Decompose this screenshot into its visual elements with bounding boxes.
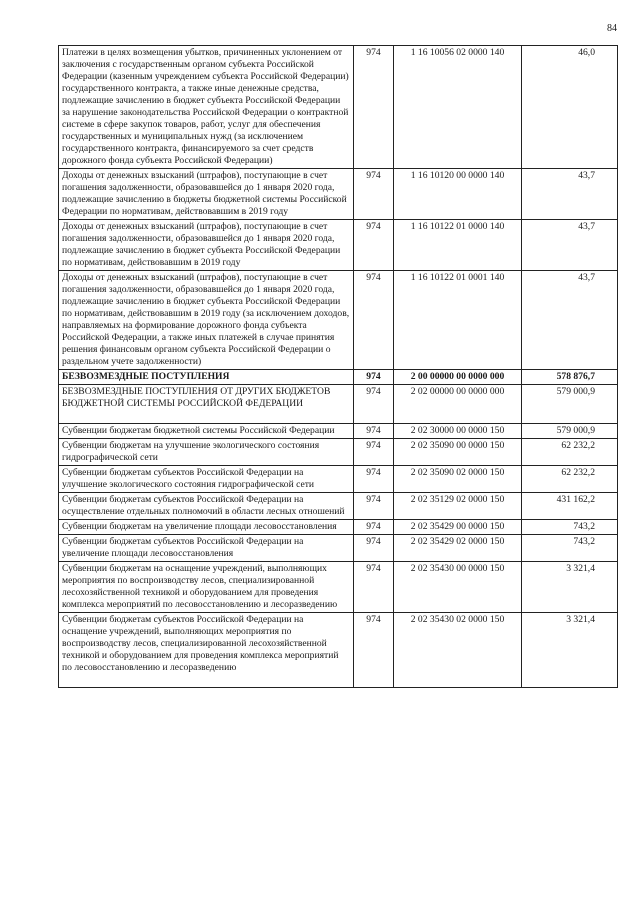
table-row	[59, 562, 618, 613]
admin-code-cell: 974	[354, 385, 394, 424]
revenue-name-cell: Доходы от денежных взысканий (штрафов), поступающие в счет погашения задолженности, образовавшейся до 1 января 2020 года, подлежащие зачислению в бюджет субъекта Российской Федерации по нормативам, действовавшим в 2019 году (за исключением доходов, направляемых на формирование дорожного фонда субъекта Российской Федерации, а также иных платежей в случае принятия решения финансовым органом субъекта Российской Федерации о раздельном учете задолженности)	[59, 271, 354, 370]
page-number: 84	[607, 23, 617, 34]
budget-classification-code-cell: 2 02 30000 00 0000 150	[394, 424, 522, 439]
revenue-name-cell: Субвенции бюджетам на улучшение экологического состояния гидрографической сети	[59, 439, 354, 466]
admin-code-cell: 974	[354, 271, 394, 370]
revenue-name-cell: Субвенции бюджетам бюджетной системы Российской Федерации	[59, 424, 354, 439]
admin-code-cell: 974	[354, 424, 394, 439]
table-row	[59, 613, 618, 688]
budget-classification-code-cell: 2 02 00000 00 0000 000	[394, 385, 522, 424]
revenue-name-cell: Платежи в целях возмещения убытков, причиненных уклонением от заключения с государственным органом субъекта Российской Федерации (казенным учреждением субъекта Российской Федерации) государственного контракта, а также иные денежные средства, подлежащие зачислению в бюджет субъекта Российской Федерации за нарушение законодательства Российской Федерации о контрактной системе в сфере закупок товаров, работ, услуг для обеспечения государственных и муниципальных нужд (за исключением государственного контракта, финансируемого за счет средств дорожного фонда субъекта Российской Федерации)	[59, 46, 354, 169]
table-row	[59, 424, 618, 439]
amount-cell: 62 232,2	[522, 466, 618, 493]
amount-cell: 579 000,9	[522, 385, 618, 424]
revenue-name-cell: БЕЗВОЗМЕЗДНЫЕ ПОСТУПЛЕНИЯ ОТ ДРУГИХ БЮДЖЕТОВ БЮДЖЕТНОЙ СИСТЕМЫ РОССИЙСКОЙ ФЕДЕРАЦИИ	[59, 385, 354, 424]
admin-code-cell: 974	[354, 562, 394, 613]
revenue-name-cell: Субвенции бюджетам на увеличение площади лесовосстановления	[59, 520, 354, 535]
table-row	[59, 169, 618, 220]
revenue-name-cell: Субвенции бюджетам субъектов Российской Федерации на осуществление отдельных полномочий в области лесных отношений	[59, 493, 354, 520]
table-row	[59, 271, 618, 370]
revenue-name-cell: Субвенции бюджетам на оснащение учреждений, выполняющих мероприятия по воспроизводству лесов, специализированной лесохозяйственной техникой и оборудованием для проведения комплекса мероприятий по лесовосстановлению и лесоразведению	[59, 562, 354, 613]
admin-code-cell: 974	[354, 613, 394, 688]
admin-code-cell: 974	[354, 520, 394, 535]
admin-code-cell: 974	[354, 46, 394, 169]
budget-classification-code-cell: 2 02 35430 00 0000 150	[394, 562, 522, 613]
budget-classification-code-cell: 2 02 35430 02 0000 150	[394, 613, 522, 688]
budget-classification-code-cell: 2 02 35129 02 0000 150	[394, 493, 522, 520]
amount-cell: 43,7	[522, 169, 618, 220]
table-row	[59, 535, 618, 562]
revenue-name-cell: Субвенции бюджетам субъектов Российской Федерации на увеличение площади лесовосстановления	[59, 535, 354, 562]
revenue-table-body	[59, 46, 618, 688]
budget-classification-code-cell: 1 16 10120 00 0000 140	[394, 169, 522, 220]
admin-code-cell: 974	[354, 220, 394, 271]
admin-code-cell: 974	[354, 493, 394, 520]
table-row	[59, 466, 618, 493]
budget-classification-code-cell: 1 16 10122 01 0001 140	[394, 271, 522, 370]
table-row	[59, 370, 618, 385]
amount-cell: 3 321,4	[522, 562, 618, 613]
admin-code-cell: 974	[354, 370, 394, 385]
budget-classification-code-cell: 2 02 35429 00 0000 150	[394, 520, 522, 535]
revenue-name-cell: Субвенции бюджетам субъектов Российской Федерации на улучшение экологического состояния гидрографической сети	[59, 466, 354, 493]
revenue-name-cell: Субвенции бюджетам субъектов Российской Федерации на оснащение учреждений, выполняющих мероприятия по воспроизводству лесов, специализированной лесохозяйственной техникой и оборудованием для проведения комплекса мероприятий по лесовосстановлению и лесоразведению	[59, 613, 354, 688]
amount-cell: 743,2	[522, 520, 618, 535]
budget-classification-code-cell: 2 02 35429 02 0000 150	[394, 535, 522, 562]
table-row	[59, 439, 618, 466]
table-row	[59, 520, 618, 535]
admin-code-cell: 974	[354, 466, 394, 493]
admin-code-cell: 974	[354, 535, 394, 562]
revenue-name-cell: Доходы от денежных взысканий (штрафов), поступающие в счет погашения задолженности, образовавшейся до 1 января 2020 года, подлежащие зачислению в бюджеты бюджетной системы Российской Федерации по нормативам, действовавшим в 2019 году	[59, 169, 354, 220]
revenue-table	[58, 45, 618, 688]
revenue-name-cell: БЕЗВОЗМЕЗДНЫЕ ПОСТУПЛЕНИЯ	[59, 370, 354, 385]
budget-classification-code-cell: 2 02 35090 02 0000 150	[394, 466, 522, 493]
amount-cell: 46,0	[522, 46, 618, 169]
amount-cell: 62 232,2	[522, 439, 618, 466]
budget-classification-code-cell: 1 16 10122 01 0000 140	[394, 220, 522, 271]
amount-cell: 43,7	[522, 271, 618, 370]
amount-cell: 3 321,4	[522, 613, 618, 688]
table-row	[59, 385, 618, 424]
amount-cell: 578 876,7	[522, 370, 618, 385]
budget-classification-code-cell: 1 16 10056 02 0000 140	[394, 46, 522, 169]
table-row	[59, 493, 618, 520]
table-row	[59, 220, 618, 271]
amount-cell: 431 162,2	[522, 493, 618, 520]
amount-cell: 43,7	[522, 220, 618, 271]
budget-classification-code-cell: 2 02 35090 00 0000 150	[394, 439, 522, 466]
table-row	[59, 46, 618, 169]
revenue-name-cell: Доходы от денежных взысканий (штрафов), поступающие в счет погашения задолженности, образовавшейся до 1 января 2020 года, подлежащие зачислению в бюджет субъекта Российской Федерации по нормативам, действовавшим в 2019 году	[59, 220, 354, 271]
amount-cell: 743,2	[522, 535, 618, 562]
amount-cell: 579 000,9	[522, 424, 618, 439]
admin-code-cell: 974	[354, 439, 394, 466]
budget-classification-code-cell: 2 00 00000 00 0000 000	[394, 370, 522, 385]
admin-code-cell: 974	[354, 169, 394, 220]
